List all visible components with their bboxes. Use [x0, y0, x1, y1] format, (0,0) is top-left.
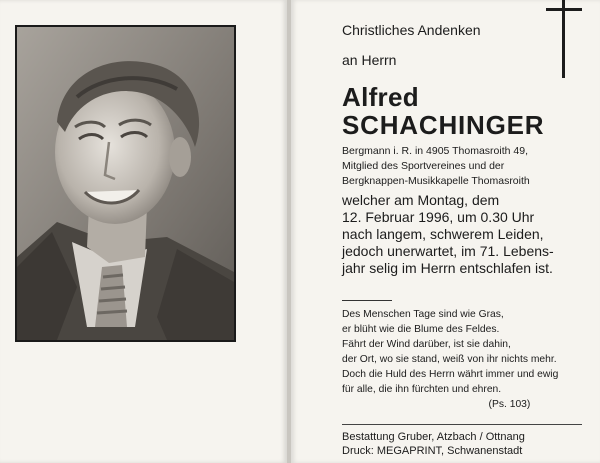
- death-notice-line: welcher am Montag, dem: [342, 192, 500, 208]
- portrait-photo: [15, 25, 236, 342]
- remembrance-heading: Christliches Andenken: [342, 22, 481, 38]
- death-notice: [342, 192, 554, 277]
- first-name: Alfred: [342, 82, 419, 112]
- psalm-line: Doch die Huld des Herrn währt immer und ewig: [342, 369, 559, 380]
- funeral-home: Bestattung Gruber, Atzbach / Ottnang: [342, 431, 525, 443]
- details-line: Mitglied des Sportvereines und der: [342, 160, 505, 172]
- psalm-line: Des Menschen Tage sind wie Gras,: [342, 309, 504, 320]
- death-notice-line: nach langem, schwerem Leiden,: [342, 226, 544, 242]
- portrait-illustration: [17, 27, 234, 340]
- details-line: Bergmann i. R. in 4905 Thomasroith 49,: [342, 145, 528, 157]
- psalm-line: er blüht wie die Blume des Feldes.: [342, 324, 500, 335]
- biography-details: [342, 144, 530, 189]
- death-notice-line: jedoch unerwartet, im 71. Lebens-: [342, 243, 554, 259]
- psalm-reference: (Ps. 103): [488, 399, 531, 410]
- last-name: SCHACHINGER: [342, 110, 545, 140]
- psalm-quote: [342, 307, 558, 412]
- psalm-line: für alle, die ihn fürchten und ehren.: [342, 384, 502, 395]
- death-notice-line: 12. Februar 1996, um 0.30 Uhr: [342, 209, 535, 225]
- footer-divider: [342, 424, 582, 425]
- cross-icon: [546, 0, 582, 78]
- death-notice-line: jahr selig im Herrn entschlafen ist.: [342, 260, 553, 276]
- psalm-line: Fährt der Wind darüber, ist sie dahin,: [342, 339, 511, 350]
- section-divider: [342, 300, 392, 301]
- footer-credits: [342, 430, 525, 458]
- salutation: an Herrn: [342, 52, 397, 68]
- print-credit: Druck: MEGAPRINT, Schwanenstadt: [342, 445, 523, 457]
- details-line: Bergknappen-Musikkapelle Thomasroith: [342, 175, 530, 187]
- psalm-line: der Ort, wo sie stand, weiß von ihr nichts mehr.: [342, 354, 557, 365]
- card-left-panel: [0, 0, 287, 463]
